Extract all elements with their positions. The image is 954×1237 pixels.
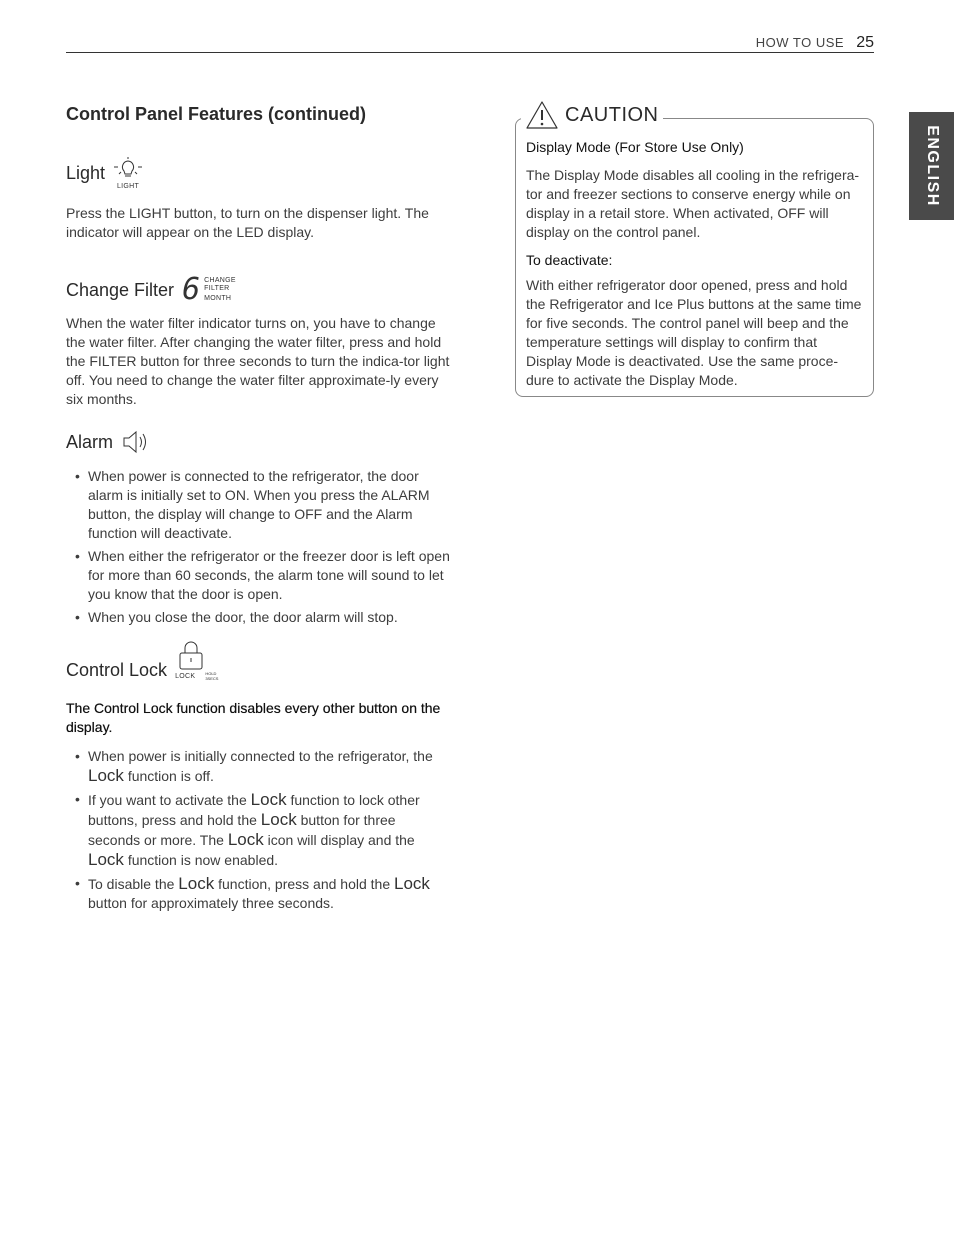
light-heading-text: Light — [66, 163, 106, 183]
light-icon-label: LIGHT — [116, 183, 140, 190]
language-tab-label: ENGLISH — [923, 125, 941, 207]
lock-icon-group — [175, 641, 218, 681]
lock-word: Lock — [88, 766, 124, 785]
lock-icon — [175, 641, 207, 671]
filter-icon-label-month: MONTH — [204, 295, 232, 302]
control-lock-intro: The Control Lock function disables every other button on the display. — [66, 700, 441, 735]
language-tab — [909, 112, 954, 220]
bulb-icon — [113, 157, 143, 183]
lock-word: Lock — [227, 830, 264, 849]
lock-bullet-1 — [66, 747, 450, 786]
light-icon — [113, 157, 143, 190]
caution-header — [521, 100, 663, 130]
caution-paragraph-1: The Display Mode disables all cooling in the refrigera-tor and freezer sections to conserve energy while on display in a retail store. When activated, OFF will display on the control panel. — [526, 167, 860, 240]
caution-subhead-2: To deactivate: — [526, 252, 613, 268]
change-filter-heading-text: Change Filter — [66, 279, 175, 300]
page-title: Control Panel Features (continued) — [66, 104, 367, 124]
header-rule — [66, 52, 874, 53]
change-filter-heading — [66, 272, 450, 307]
light-description: Press the LIGHT button, to turn on the dispenser light. The indicator will appear on the LED display. — [66, 205, 429, 240]
lock-word: Lock — [178, 874, 215, 893]
warning-triangle-icon — [525, 100, 559, 130]
caution-title: CAUTION — [565, 103, 659, 126]
speaker-icon — [121, 429, 151, 455]
filter-digit: 6 — [182, 272, 201, 307]
lock-b3-text-c: button for approximately three seconds. — [88, 895, 334, 911]
caution-paragraph-2: With either refrigerator door opened, press and hold the Refrigerator and Ice Plus buttons at the same time for five seconds. The control panel will beep and the temperature settings will display to confirm that Display Mode is deactivated. Use the same proce-dure to activate the Display Mode. — [526, 277, 862, 388]
lock-bullet-2 — [66, 790, 450, 870]
control-lock-heading-text: Control Lock — [66, 660, 168, 680]
alarm-list — [66, 467, 450, 627]
alarm-heading-text: Alarm — [66, 431, 114, 452]
lock-icon-label: LOCK — [175, 672, 196, 680]
lock-bullet-3 — [66, 874, 450, 913]
caution-subhead: Display Mode (For Store Use Only) — [526, 139, 744, 155]
lock-b2-text-d: icon will display and the — [267, 832, 415, 848]
lock-word: Lock — [250, 790, 287, 809]
control-lock-heading — [66, 641, 450, 681]
section-label: HOW TO USE — [755, 35, 845, 50]
lock-word: Lock — [394, 874, 430, 893]
running-header — [756, 34, 874, 52]
lock-icon-sub-secs: 3SECS — [205, 676, 219, 681]
filter-icon-label-filter: FILTER — [204, 285, 230, 292]
lock-b1-text-a: When power is initially connected to the refrigerator, the — [88, 748, 433, 764]
caution-body — [526, 138, 866, 390]
lock-icon-sub-hold: HOLD — [205, 671, 217, 676]
alarm-heading — [66, 429, 450, 455]
control-lock-list — [66, 747, 450, 913]
page-number: 25 — [856, 34, 874, 51]
lock-word: Lock — [88, 850, 124, 869]
lock-b2-text-e: function is now enabled. — [127, 852, 279, 868]
lock-b3-text-b: function, press and hold the — [218, 876, 391, 892]
light-heading — [66, 157, 450, 190]
lock-b1-text-b: function is off. — [127, 768, 214, 784]
lock-b2-text-a: If you want to activate the — [88, 792, 247, 808]
filter-icon — [182, 272, 236, 307]
change-filter-description: When the water filter indicator turns on, you have to change the water filter. After changing the water filter, press and hold the FILTER button for three seconds to turn the indica-tor light off. You need to change the water filter approximate-ly every six months. — [66, 315, 450, 407]
alarm-bullet-1: • When power is connected to the refrigerator, the door alarm is initially set to ON. When you press the ALARM button, the display will change to OFF and the Alarm function will deactivate. — [66, 467, 450, 543]
lock-b2-text-c: button for three seconds or more. The — [88, 812, 396, 848]
left-column — [66, 100, 450, 917]
lock-word: Lock — [260, 810, 297, 829]
alarm-bullet-2: • When either the refrigerator or the freezer door is left open for more than 60 seconds, the alarm tone will sound to let you know that the door is open. — [66, 547, 450, 604]
alarm-bullet-3: • When you close the door, the door alarm will stop. — [66, 608, 450, 627]
lock-b2-text-b: function to lock other buttons, press and hold the — [88, 792, 420, 828]
lock-b3-text-a: To disable the — [88, 876, 175, 892]
filter-icon-label-change: CHANGE — [204, 277, 236, 284]
